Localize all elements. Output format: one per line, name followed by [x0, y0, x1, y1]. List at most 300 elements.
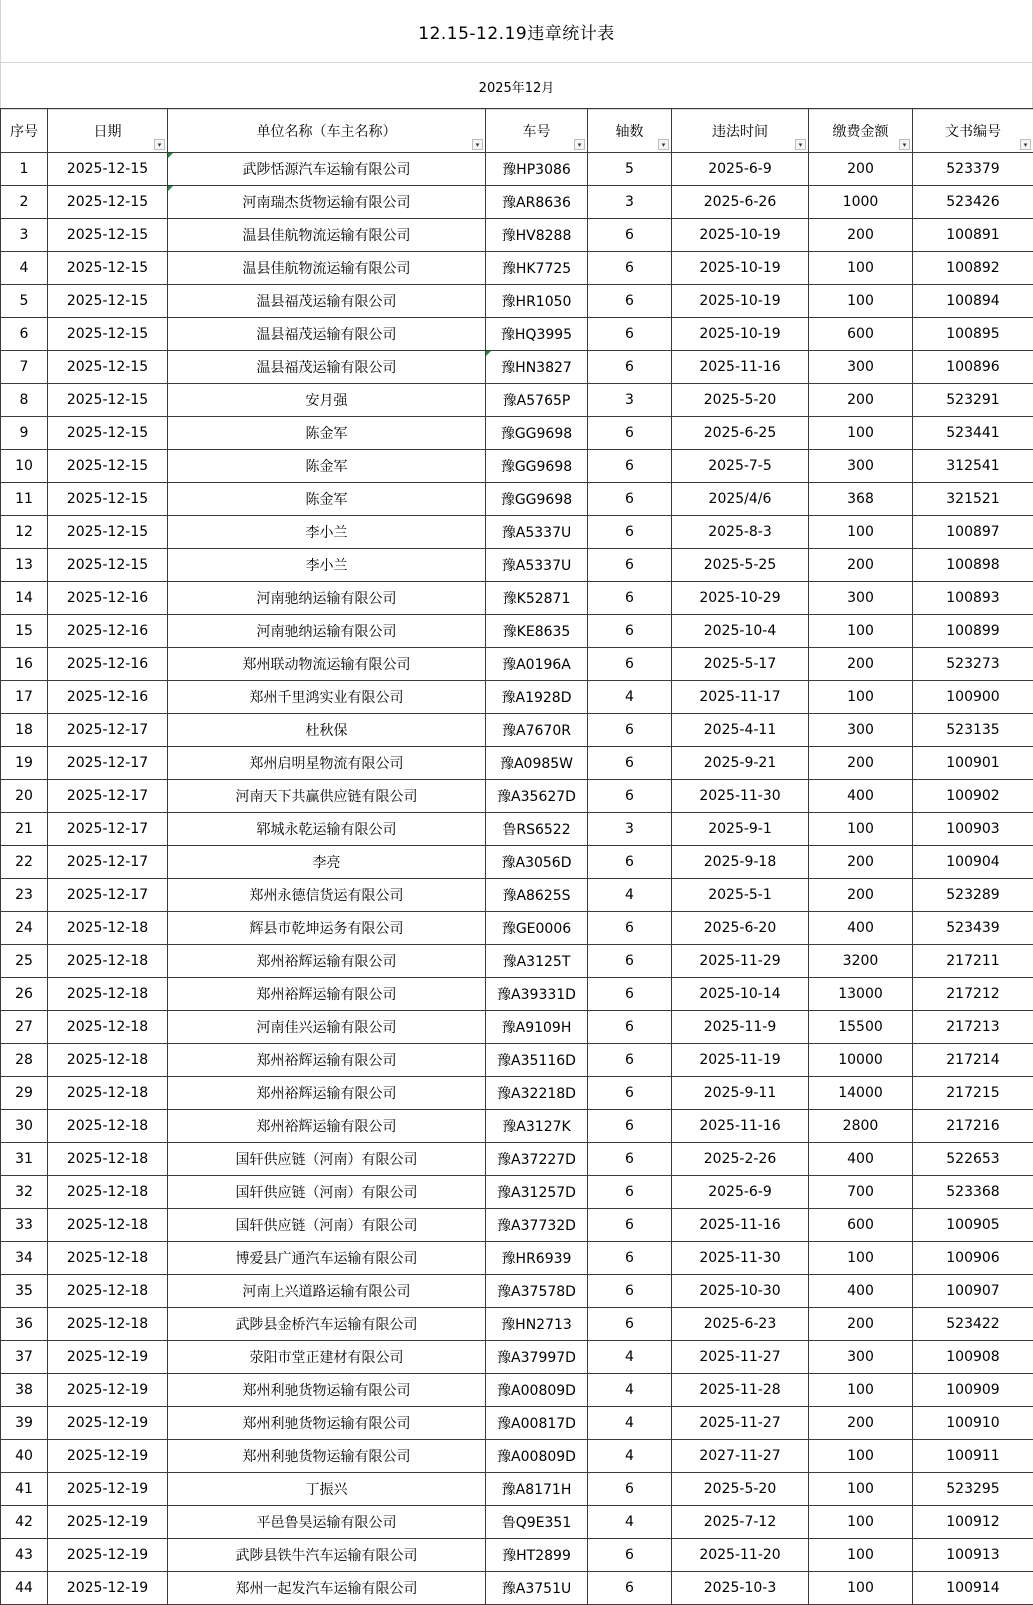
cell-fee[interactable]: 100 — [809, 285, 913, 318]
cell-fee[interactable]: 100 — [809, 252, 913, 285]
cell-unit-name[interactable]: 陈金军 — [168, 450, 486, 483]
cell-fee[interactable]: 200 — [809, 747, 913, 780]
cell-doc-no[interactable]: 523426 — [913, 186, 1033, 219]
cell-violation-time[interactable]: 2025-5-25 — [672, 549, 809, 582]
cell-plate[interactable]: 鲁RS6522 — [486, 813, 588, 846]
cell-date[interactable]: 2025-12-15 — [48, 516, 168, 549]
cell-doc-no[interactable]: 523273 — [913, 648, 1033, 681]
cell-unit-name[interactable]: 安月强 — [168, 384, 486, 417]
cell-axles[interactable]: 3 — [588, 186, 672, 219]
cell-date[interactable]: 2025-12-19 — [48, 1374, 168, 1407]
cell-axles[interactable]: 3 — [588, 384, 672, 417]
cell-doc-no[interactable]: 523441 — [913, 417, 1033, 450]
cell-plate[interactable]: 豫HR1050 — [486, 285, 588, 318]
cell-date[interactable]: 2025-12-15 — [48, 285, 168, 318]
cell-violation-time[interactable]: 2025-6-9 — [672, 153, 809, 186]
cell-seq[interactable]: 1 — [1, 153, 48, 186]
cell-axles[interactable]: 6 — [588, 1044, 672, 1077]
cell-doc-no[interactable]: 100912 — [913, 1506, 1033, 1539]
cell-axles[interactable]: 6 — [588, 582, 672, 615]
cell-doc-no[interactable]: 523422 — [913, 1308, 1033, 1341]
cell-doc-no[interactable]: 522653 — [913, 1143, 1033, 1176]
cell-date[interactable]: 2025-12-19 — [48, 1572, 168, 1605]
cell-plate[interactable]: 豫HN2713 — [486, 1308, 588, 1341]
cell-doc-no[interactable]: 217213 — [913, 1011, 1033, 1044]
cell-fee[interactable]: 3200 — [809, 945, 913, 978]
cell-violation-time[interactable]: 2025-10-14 — [672, 978, 809, 1011]
cell-doc-no[interactable]: 312541 — [913, 450, 1033, 483]
cell-violation-time[interactable]: 2025-7-5 — [672, 450, 809, 483]
column-header-unit-name[interactable] — [168, 109, 486, 153]
cell-unit-name[interactable]: 温县佳航物流运输有限公司 — [168, 252, 486, 285]
cell-axles[interactable]: 5 — [588, 153, 672, 186]
cell-seq[interactable]: 37 — [1, 1341, 48, 1374]
column-header-doc-no[interactable] — [913, 109, 1033, 153]
cell-violation-time[interactable]: 2025-10-3 — [672, 1572, 809, 1605]
cell-date[interactable]: 2025-12-17 — [48, 846, 168, 879]
cell-fee[interactable]: 600 — [809, 318, 913, 351]
cell-unit-name[interactable]: 陈金军 — [168, 417, 486, 450]
cell-date[interactable]: 2025-12-15 — [48, 384, 168, 417]
cell-date[interactable]: 2025-12-15 — [48, 186, 168, 219]
cell-plate[interactable]: 豫A3056D — [486, 846, 588, 879]
cell-doc-no[interactable]: 523289 — [913, 879, 1033, 912]
cell-unit-name[interactable]: 郑州裕辉运输有限公司 — [168, 1077, 486, 1110]
cell-fee[interactable]: 100 — [809, 1539, 913, 1572]
cell-seq[interactable]: 6 — [1, 318, 48, 351]
cell-plate[interactable]: 豫GE0006 — [486, 912, 588, 945]
cell-seq[interactable]: 38 — [1, 1374, 48, 1407]
cell-doc-no[interactable]: 321521 — [913, 483, 1033, 516]
cell-seq[interactable]: 13 — [1, 549, 48, 582]
cell-doc-no[interactable]: 523379 — [913, 153, 1033, 186]
cell-seq[interactable]: 28 — [1, 1044, 48, 1077]
cell-plate[interactable]: 豫A5337U — [486, 549, 588, 582]
cell-plate[interactable]: 豫A00809D — [486, 1440, 588, 1473]
cell-fee[interactable]: 100 — [809, 681, 913, 714]
cell-violation-time[interactable]: 2025-11-30 — [672, 780, 809, 813]
cell-unit-name[interactable]: 郑州永德信货运有限公司 — [168, 879, 486, 912]
cell-plate[interactable]: 豫A5765P — [486, 384, 588, 417]
cell-seq[interactable]: 16 — [1, 648, 48, 681]
cell-unit-name[interactable]: 陈金军 — [168, 483, 486, 516]
cell-seq[interactable]: 18 — [1, 714, 48, 747]
cell-date[interactable]: 2025-12-17 — [48, 813, 168, 846]
cell-plate[interactable]: 豫GG9698 — [486, 483, 588, 516]
cell-seq[interactable]: 39 — [1, 1407, 48, 1440]
cell-fee[interactable]: 100 — [809, 516, 913, 549]
cell-axles[interactable]: 6 — [588, 912, 672, 945]
cell-axles[interactable]: 6 — [588, 450, 672, 483]
cell-axles[interactable]: 6 — [588, 648, 672, 681]
cell-fee[interactable]: 100 — [809, 1572, 913, 1605]
cell-unit-name[interactable]: 郑州利驰货物运输有限公司 — [168, 1374, 486, 1407]
cell-doc-no[interactable]: 523135 — [913, 714, 1033, 747]
cell-doc-no[interactable]: 523439 — [913, 912, 1033, 945]
cell-plate[interactable]: 豫A3125T — [486, 945, 588, 978]
cell-violation-time[interactable]: 2025-9-11 — [672, 1077, 809, 1110]
cell-doc-no[interactable]: 100896 — [913, 351, 1033, 384]
cell-seq[interactable]: 8 — [1, 384, 48, 417]
cell-date[interactable]: 2025-12-18 — [48, 1011, 168, 1044]
cell-fee[interactable]: 1000 — [809, 186, 913, 219]
sheet-title[interactable]: 12.15-12.19违章统计表 — [0, 0, 1033, 62]
cell-axles[interactable]: 6 — [588, 549, 672, 582]
cell-axles[interactable]: 6 — [588, 285, 672, 318]
cell-violation-time[interactable]: 2025-11-19 — [672, 1044, 809, 1077]
cell-date[interactable]: 2025-12-16 — [48, 648, 168, 681]
cell-axles[interactable]: 6 — [588, 1275, 672, 1308]
cell-seq[interactable]: 24 — [1, 912, 48, 945]
cell-fee[interactable]: 300 — [809, 351, 913, 384]
cell-date[interactable]: 2025-12-19 — [48, 1407, 168, 1440]
cell-doc-no[interactable]: 100895 — [913, 318, 1033, 351]
cell-doc-no[interactable]: 100901 — [913, 747, 1033, 780]
cell-plate[interactable]: 豫A5337U — [486, 516, 588, 549]
cell-violation-time[interactable]: 2025-6-25 — [672, 417, 809, 450]
cell-unit-name[interactable]: 郑州联动物流运输有限公司 — [168, 648, 486, 681]
cell-plate[interactable]: 豫A37997D — [486, 1341, 588, 1374]
cell-violation-time[interactable]: 2025-11-27 — [672, 1407, 809, 1440]
cell-fee[interactable]: 2800 — [809, 1110, 913, 1143]
cell-axles[interactable]: 4 — [588, 1506, 672, 1539]
filter-dropdown-icon[interactable]: ▾ — [658, 139, 669, 150]
cell-seq[interactable]: 7 — [1, 351, 48, 384]
cell-date[interactable]: 2025-12-18 — [48, 912, 168, 945]
column-header-fee[interactable] — [809, 109, 913, 153]
cell-violation-time[interactable]: 2025-11-16 — [672, 351, 809, 384]
cell-doc-no[interactable]: 217216 — [913, 1110, 1033, 1143]
cell-fee[interactable]: 300 — [809, 1341, 913, 1374]
column-header-seq[interactable] — [1, 109, 48, 153]
cell-plate[interactable]: 豫GG9698 — [486, 417, 588, 450]
cell-date[interactable]: 2025-12-19 — [48, 1539, 168, 1572]
cell-seq[interactable]: 5 — [1, 285, 48, 318]
cell-plate[interactable]: 豫A37227D — [486, 1143, 588, 1176]
cell-seq[interactable]: 40 — [1, 1440, 48, 1473]
cell-plate[interactable]: 豫A3127K — [486, 1110, 588, 1143]
cell-fee[interactable]: 100 — [809, 1374, 913, 1407]
cell-seq[interactable]: 26 — [1, 978, 48, 1011]
cell-unit-name[interactable]: 河南上兴道路运输有限公司 — [168, 1275, 486, 1308]
cell-doc-no[interactable]: 217211 — [913, 945, 1033, 978]
cell-violation-time[interactable]: 2025-5-1 — [672, 879, 809, 912]
cell-plate[interactable]: 豫A1928D — [486, 681, 588, 714]
cell-seq[interactable]: 27 — [1, 1011, 48, 1044]
cell-doc-no[interactable]: 100910 — [913, 1407, 1033, 1440]
cell-plate[interactable]: 豫A9109H — [486, 1011, 588, 1044]
cell-fee[interactable]: 368 — [809, 483, 913, 516]
cell-fee[interactable]: 200 — [809, 153, 913, 186]
cell-plate[interactable]: 豫AR8636 — [486, 186, 588, 219]
cell-seq[interactable]: 11 — [1, 483, 48, 516]
cell-date[interactable]: 2025-12-15 — [48, 417, 168, 450]
cell-date[interactable]: 2025-12-18 — [48, 1044, 168, 1077]
cell-violation-time[interactable]: 2025-11-29 — [672, 945, 809, 978]
cell-date[interactable]: 2025-12-18 — [48, 1308, 168, 1341]
cell-fee[interactable]: 14000 — [809, 1077, 913, 1110]
cell-fee[interactable]: 100 — [809, 1473, 913, 1506]
cell-violation-time[interactable]: 2025-11-27 — [672, 1341, 809, 1374]
cell-date[interactable]: 2025-12-18 — [48, 1077, 168, 1110]
cell-fee[interactable]: 200 — [809, 648, 913, 681]
cell-unit-name[interactable]: 李小兰 — [168, 516, 486, 549]
cell-plate[interactable]: 豫A32218D — [486, 1077, 588, 1110]
cell-axles[interactable]: 6 — [588, 417, 672, 450]
cell-unit-name[interactable]: 李小兰 — [168, 549, 486, 582]
cell-unit-name[interactable]: 温县福茂运输有限公司 — [168, 318, 486, 351]
cell-date[interactable]: 2025-12-18 — [48, 1275, 168, 1308]
filter-dropdown-icon[interactable]: ▾ — [795, 139, 806, 150]
cell-date[interactable]: 2025-12-18 — [48, 1242, 168, 1275]
cell-fee[interactable]: 300 — [809, 450, 913, 483]
cell-axles[interactable]: 6 — [588, 1473, 672, 1506]
cell-doc-no[interactable]: 100906 — [913, 1242, 1033, 1275]
cell-unit-name[interactable]: 郓城永乾运输有限公司 — [168, 813, 486, 846]
cell-violation-time[interactable]: 2025-11-30 — [672, 1242, 809, 1275]
cell-fee[interactable]: 200 — [809, 879, 913, 912]
cell-date[interactable]: 2025-12-19 — [48, 1506, 168, 1539]
cell-seq[interactable]: 14 — [1, 582, 48, 615]
cell-unit-name[interactable]: 杜秋保 — [168, 714, 486, 747]
cell-plate[interactable]: 豫HP3086 — [486, 153, 588, 186]
cell-violation-time[interactable]: 2025-10-19 — [672, 285, 809, 318]
cell-violation-time[interactable]: 2025-11-16 — [672, 1209, 809, 1242]
cell-seq[interactable]: 34 — [1, 1242, 48, 1275]
cell-fee[interactable]: 100 — [809, 417, 913, 450]
cell-axles[interactable]: 6 — [588, 1209, 672, 1242]
cell-seq[interactable]: 32 — [1, 1176, 48, 1209]
cell-doc-no[interactable]: 100907 — [913, 1275, 1033, 1308]
cell-seq[interactable]: 2 — [1, 186, 48, 219]
cell-doc-no[interactable]: 100913 — [913, 1539, 1033, 1572]
cell-date[interactable]: 2025-12-17 — [48, 780, 168, 813]
cell-seq[interactable]: 25 — [1, 945, 48, 978]
cell-unit-name[interactable]: 温县福茂运输有限公司 — [168, 351, 486, 384]
cell-seq[interactable]: 22 — [1, 846, 48, 879]
cell-seq[interactable]: 9 — [1, 417, 48, 450]
cell-seq[interactable]: 36 — [1, 1308, 48, 1341]
cell-seq[interactable]: 44 — [1, 1572, 48, 1605]
cell-fee[interactable]: 300 — [809, 714, 913, 747]
cell-violation-time[interactable]: 2025-7-12 — [672, 1506, 809, 1539]
cell-unit-name[interactable]: 郑州裕辉运输有限公司 — [168, 1110, 486, 1143]
cell-doc-no[interactable]: 100899 — [913, 615, 1033, 648]
cell-date[interactable]: 2025-12-15 — [48, 549, 168, 582]
cell-axles[interactable]: 4 — [588, 1440, 672, 1473]
cell-plate[interactable]: 豫A31257D — [486, 1176, 588, 1209]
cell-unit-name[interactable]: 河南驰纳运输有限公司 — [168, 615, 486, 648]
cell-fee[interactable]: 100 — [809, 615, 913, 648]
cell-doc-no[interactable]: 217214 — [913, 1044, 1033, 1077]
cell-unit-name[interactable]: 河南佳兴运输有限公司 — [168, 1011, 486, 1044]
sheet-subtitle[interactable]: 2025年12月 — [0, 62, 1033, 110]
cell-unit-name[interactable]: 丁振兴 — [168, 1473, 486, 1506]
cell-violation-time[interactable]: 2025-11-9 — [672, 1011, 809, 1044]
cell-unit-name[interactable]: 郑州启明星物流有限公司 — [168, 747, 486, 780]
cell-fee[interactable]: 400 — [809, 1143, 913, 1176]
cell-axles[interactable]: 6 — [588, 780, 672, 813]
filter-dropdown-icon[interactable]: ▾ — [574, 139, 585, 150]
cell-violation-time[interactable]: 2027-11-27 — [672, 1440, 809, 1473]
cell-fee[interactable]: 600 — [809, 1209, 913, 1242]
cell-axles[interactable]: 4 — [588, 1374, 672, 1407]
cell-date[interactable]: 2025-12-15 — [48, 219, 168, 252]
cell-violation-time[interactable]: 2025-8-3 — [672, 516, 809, 549]
cell-unit-name[interactable]: 郑州裕辉运输有限公司 — [168, 978, 486, 1011]
cell-date[interactable]: 2025-12-15 — [48, 351, 168, 384]
cell-fee[interactable]: 400 — [809, 780, 913, 813]
cell-unit-name[interactable]: 武陟县金桥汽车运输有限公司 — [168, 1308, 486, 1341]
cell-violation-time[interactable]: 2025-4-11 — [672, 714, 809, 747]
cell-unit-name[interactable]: 河南驰纳运输有限公司 — [168, 582, 486, 615]
filter-dropdown-icon[interactable]: ▾ — [899, 139, 910, 150]
cell-seq[interactable]: 29 — [1, 1077, 48, 1110]
cell-doc-no[interactable]: 100893 — [913, 582, 1033, 615]
cell-plate[interactable]: 豫A00809D — [486, 1374, 588, 1407]
cell-axles[interactable]: 6 — [588, 978, 672, 1011]
cell-axles[interactable]: 4 — [588, 1407, 672, 1440]
cell-axles[interactable]: 6 — [588, 1572, 672, 1605]
cell-date[interactable]: 2025-12-18 — [48, 1209, 168, 1242]
cell-fee[interactable]: 10000 — [809, 1044, 913, 1077]
cell-axles[interactable]: 6 — [588, 1539, 672, 1572]
cell-doc-no[interactable]: 100892 — [913, 252, 1033, 285]
cell-violation-time[interactable]: 2025-6-9 — [672, 1176, 809, 1209]
filter-dropdown-icon[interactable]: ▾ — [1020, 139, 1031, 150]
cell-axles[interactable]: 4 — [588, 681, 672, 714]
cell-date[interactable]: 2025-12-19 — [48, 1473, 168, 1506]
cell-doc-no[interactable]: 217212 — [913, 978, 1033, 1011]
cell-unit-name[interactable]: 李亮 — [168, 846, 486, 879]
cell-violation-time[interactable]: 2025-5-20 — [672, 1473, 809, 1506]
cell-unit-name[interactable]: 武陟恬源汽车运输有限公司 — [168, 153, 486, 186]
cell-unit-name[interactable]: 温县福茂运输有限公司 — [168, 285, 486, 318]
cell-fee[interactable]: 200 — [809, 219, 913, 252]
cell-seq[interactable]: 4 — [1, 252, 48, 285]
cell-plate[interactable]: 豫A37578D — [486, 1275, 588, 1308]
cell-date[interactable]: 2025-12-18 — [48, 1143, 168, 1176]
cell-plate[interactable]: 豫A0196A — [486, 648, 588, 681]
cell-date[interactable]: 2025-12-18 — [48, 1176, 168, 1209]
cell-fee[interactable]: 100 — [809, 1506, 913, 1539]
cell-fee[interactable]: 13000 — [809, 978, 913, 1011]
cell-seq[interactable]: 17 — [1, 681, 48, 714]
cell-seq[interactable]: 20 — [1, 780, 48, 813]
cell-doc-no[interactable]: 100914 — [913, 1572, 1033, 1605]
cell-date[interactable]: 2025-12-17 — [48, 747, 168, 780]
cell-doc-no[interactable]: 100900 — [913, 681, 1033, 714]
cell-plate[interactable]: 豫K52871 — [486, 582, 588, 615]
cell-doc-no[interactable]: 100909 — [913, 1374, 1033, 1407]
cell-date[interactable]: 2025-12-16 — [48, 582, 168, 615]
cell-axles[interactable]: 6 — [588, 219, 672, 252]
cell-axles[interactable]: 6 — [588, 516, 672, 549]
cell-seq[interactable]: 12 — [1, 516, 48, 549]
cell-doc-no[interactable]: 100902 — [913, 780, 1033, 813]
cell-violation-time[interactable]: 2025-5-17 — [672, 648, 809, 681]
cell-unit-name[interactable]: 郑州裕辉运输有限公司 — [168, 1044, 486, 1077]
cell-axles[interactable]: 6 — [588, 483, 672, 516]
cell-violation-time[interactable]: 2025-9-21 — [672, 747, 809, 780]
cell-unit-name[interactable]: 温县佳航物流运输有限公司 — [168, 219, 486, 252]
cell-date[interactable]: 2025-12-19 — [48, 1440, 168, 1473]
cell-plate[interactable]: 豫A00817D — [486, 1407, 588, 1440]
cell-date[interactable]: 2025-12-16 — [48, 615, 168, 648]
cell-axles[interactable]: 6 — [588, 714, 672, 747]
column-header-plate[interactable] — [486, 109, 588, 153]
cell-fee[interactable]: 200 — [809, 1407, 913, 1440]
cell-date[interactable]: 2025-12-17 — [48, 714, 168, 747]
cell-violation-time[interactable]: 2025-9-1 — [672, 813, 809, 846]
cell-unit-name[interactable]: 郑州利驰货物运输有限公司 — [168, 1440, 486, 1473]
cell-doc-no[interactable]: 523291 — [913, 384, 1033, 417]
cell-seq[interactable]: 33 — [1, 1209, 48, 1242]
cell-fee[interactable]: 100 — [809, 1440, 913, 1473]
cell-plate[interactable]: 豫A3751U — [486, 1572, 588, 1605]
cell-date[interactable]: 2025-12-17 — [48, 879, 168, 912]
cell-seq[interactable]: 31 — [1, 1143, 48, 1176]
cell-seq[interactable]: 42 — [1, 1506, 48, 1539]
cell-axles[interactable]: 6 — [588, 945, 672, 978]
cell-violation-time[interactable]: 2025-10-30 — [672, 1275, 809, 1308]
cell-seq[interactable]: 3 — [1, 219, 48, 252]
cell-plate[interactable]: 鲁Q9E351 — [486, 1506, 588, 1539]
cell-unit-name[interactable]: 国轩供应链（河南）有限公司 — [168, 1209, 486, 1242]
cell-plate[interactable]: 豫A35627D — [486, 780, 588, 813]
cell-axles[interactable]: 6 — [588, 747, 672, 780]
cell-unit-name[interactable]: 郑州千里鸿实业有限公司 — [168, 681, 486, 714]
cell-violation-time[interactable]: 2025/4/6 — [672, 483, 809, 516]
cell-seq[interactable]: 15 — [1, 615, 48, 648]
cell-date[interactable]: 2025-12-18 — [48, 945, 168, 978]
cell-plate[interactable]: 豫HK7725 — [486, 252, 588, 285]
cell-fee[interactable]: 400 — [809, 1275, 913, 1308]
cell-doc-no[interactable]: 100905 — [913, 1209, 1033, 1242]
cell-axles[interactable]: 6 — [588, 1308, 672, 1341]
cell-unit-name[interactable]: 荥阳市堂正建材有限公司 — [168, 1341, 486, 1374]
cell-axles[interactable]: 6 — [588, 1176, 672, 1209]
cell-axles[interactable]: 6 — [588, 252, 672, 285]
cell-unit-name[interactable]: 武陟县铁牛汽车运输有限公司 — [168, 1539, 486, 1572]
cell-plate[interactable]: 豫HQ3995 — [486, 318, 588, 351]
cell-fee[interactable]: 100 — [809, 813, 913, 846]
cell-violation-time[interactable]: 2025-11-28 — [672, 1374, 809, 1407]
cell-axles[interactable]: 6 — [588, 318, 672, 351]
cell-plate[interactable]: 豫HN3827 — [486, 351, 588, 384]
cell-doc-no[interactable]: 523295 — [913, 1473, 1033, 1506]
cell-unit-name[interactable]: 国轩供应链（河南）有限公司 — [168, 1176, 486, 1209]
cell-unit-name[interactable]: 郑州一起发汽车运输有限公司 — [168, 1572, 486, 1605]
cell-unit-name[interactable]: 博爱县广通汽车运输有限公司 — [168, 1242, 486, 1275]
cell-violation-time[interactable]: 2025-6-23 — [672, 1308, 809, 1341]
cell-violation-time[interactable]: 2025-11-20 — [672, 1539, 809, 1572]
cell-axles[interactable]: 6 — [588, 1242, 672, 1275]
cell-doc-no[interactable]: 100908 — [913, 1341, 1033, 1374]
cell-plate[interactable]: 豫A8625S — [486, 879, 588, 912]
cell-date[interactable]: 2025-12-18 — [48, 1110, 168, 1143]
column-header-violation-time[interactable] — [672, 109, 809, 153]
cell-violation-time[interactable]: 2025-10-4 — [672, 615, 809, 648]
cell-unit-name[interactable]: 辉县市乾坤运务有限公司 — [168, 912, 486, 945]
cell-plate[interactable]: 豫GG9698 — [486, 450, 588, 483]
column-header-date[interactable] — [48, 109, 168, 153]
cell-fee[interactable]: 100 — [809, 1242, 913, 1275]
cell-doc-no[interactable]: 100898 — [913, 549, 1033, 582]
cell-doc-no[interactable]: 100903 — [913, 813, 1033, 846]
cell-fee[interactable]: 400 — [809, 912, 913, 945]
cell-violation-time[interactable]: 2025-10-19 — [672, 318, 809, 351]
